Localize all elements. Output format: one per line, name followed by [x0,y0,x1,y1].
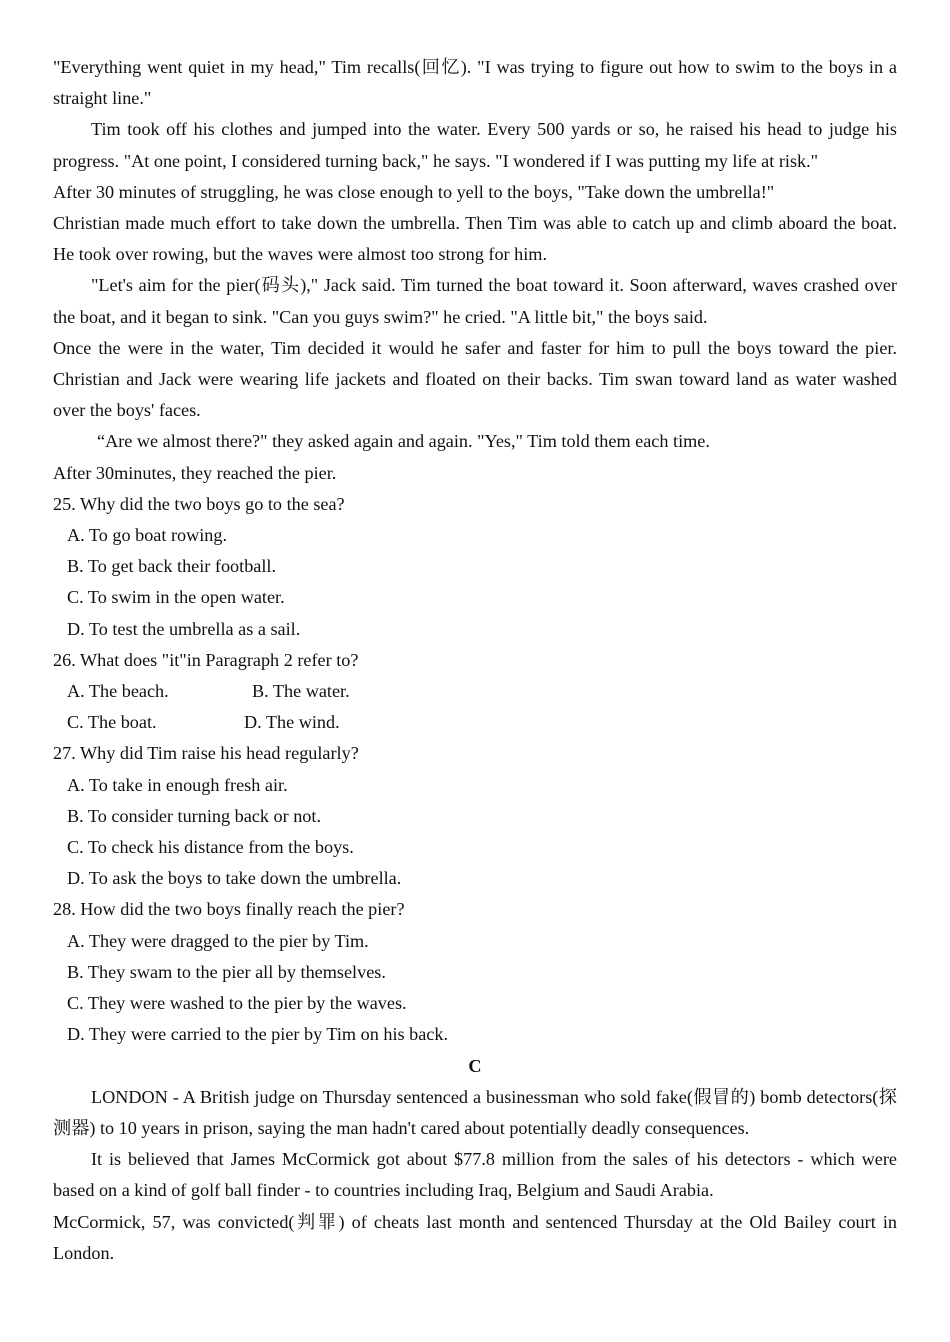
option-b: B. The water. [252,681,350,702]
question-stem: 27. Why did Tim raise his head regularly? [53,743,359,764]
option-c: C. To swim in the open water. [67,587,285,608]
document-page [53,52,897,1269]
paragraph: "Let's aim for the pier(码头)," Jack said. Tim turned the boat toward it. Soon afterward, waves crashed over the boat, and it began to sink. "Can you guys swim?" he cried. "A little bit," the boys said. [53,275,897,327]
option-row [53,707,897,738]
option-d: D. They were carried to the pier by Tim on his back. [67,1024,449,1045]
option-row [53,676,897,707]
paragraph: McCormick, 57, was convicted(判罪) of cheats last month and sentenced Thursday at the Old Bailey court in London. [53,1211,897,1263]
option-a: A. They were dragged to the pier by Tim. [67,930,369,951]
question-stem: 25. Why did the two boys go to the sea? [53,493,345,514]
paragraph: "Everything went quiet in my head," Tim recalls(回忆). "I was trying to figure out how to swim to the boys in a straight line." [53,57,897,109]
option-d: D. To ask the boys to take down the umbrella. [67,868,402,889]
option-c: C. They were washed to the pier by the waves. [67,993,407,1014]
question-stem: 28. How did the two boys finally reach the pier? [53,899,405,920]
paragraph: “Are we almost there?" they asked again and again. "Yes," Tim told them each time. [97,431,710,452]
paragraph: Christian made much effort to take down the umbrella. Then Tim was able to catch up and climb aboard the boat. He took over rowing, but the waves were almost too strong for him. [53,213,897,265]
question-stem: 26. What does "it"in Paragraph 2 refer to? [53,649,359,670]
option-c: C. To check his distance from the boys. [67,837,354,858]
paragraph: After 30minutes, they reached the pier. [53,462,337,483]
paragraph: Once the were in the water, Tim decided it would he safer and faster for him to pull the boys toward the pier. Christian and Jack were wearing life jackets and floated on their backs. Tim swan toward land as water washed over the boys' faces. [53,337,897,421]
paragraph: Tim took off his clothes and jumped into the water. Every 500 yards or so, he raised his head to judge his progress. "At one point, I considered turning back," he says. "I wondered if I was putting my life at risk." [53,119,897,171]
option-b: B. To consider turning back or not. [67,805,321,826]
option-a: A. The beach. [67,681,169,702]
option-b: B. They swam to the pier all by themselves. [67,961,386,982]
section-heading: C [468,1055,482,1076]
option-d: D. To test the umbrella as a sail. [67,618,301,639]
option-c: C. The boat. [67,712,157,733]
paragraph: LONDON - A British judge on Thursday sentenced a businessman who sold fake(假冒的) bomb detectors(探测器) to 10 years in prison, saying the man hadn't cared about potentially deadly consequences. [53,1086,897,1138]
option-b: B. To get back their football. [67,556,277,577]
paragraph: It is believed that James McCormick got about $77.8 million from the sales of his detectors - which were based on a kind of golf ball finder - to countries including Iraq, Belgium and Saudi Arabia. [53,1149,897,1201]
paragraph: After 30 minutes of struggling, he was close enough to yell to the boys, "Take down the umbrella!" [53,181,775,202]
option-a: A. To go boat rowing. [67,525,228,546]
option-a: A. To take in enough fresh air. [67,774,288,795]
option-d: D. The wind. [244,712,340,733]
